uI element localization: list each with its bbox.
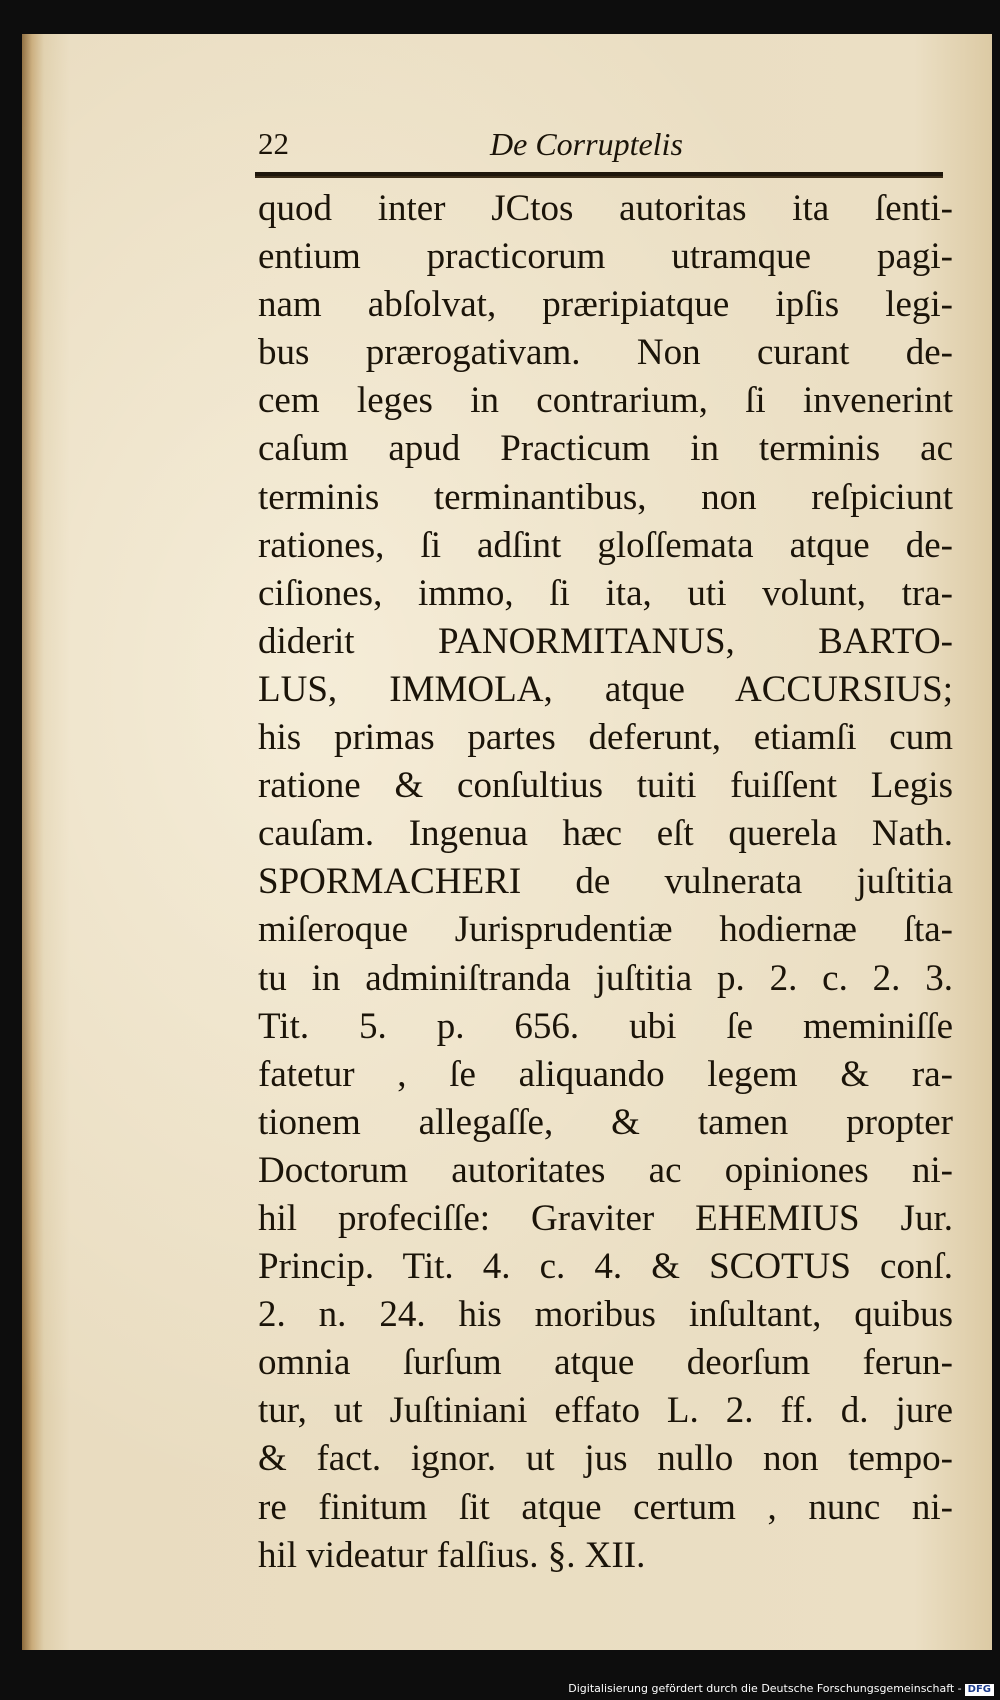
text-line: Tit. 5. p. 656. ubi ſe meminiſſe <box>258 1005 953 1047</box>
text-line: hil videatur falſius. §. XII. <box>258 1534 646 1576</box>
page-number: 22 <box>258 126 289 161</box>
text-line: caſum apud Practicum in terminis ac <box>258 428 953 470</box>
text-line: hil profeciſſe: Graviter EHEMIUS Jur. <box>258 1197 953 1239</box>
text-line: ciſiones, immo, ſi ita, uti volunt, tra- <box>258 572 953 614</box>
running-title: De Corruptelis <box>490 126 683 162</box>
text-line: nam abſolvat, præripiatque ipſis legi- <box>258 284 953 326</box>
text-line: omnia ſurſum atque deorſum ferun- <box>258 1342 953 1384</box>
digitization-credit <box>568 1682 994 1696</box>
text-line: Princip. Tit. 4. c. 4. & SCOTUS conſ. <box>258 1246 953 1288</box>
credit-text: Digitalisierung gefördert durch die Deutsche Forschungsgemeinschaft - <box>568 1682 962 1695</box>
text-line: ratione & conſultius tuiti fuiſſent Legis <box>258 765 953 807</box>
text-line: 2. n. 24. his moribus inſultant, quibus <box>258 1294 953 1336</box>
text-line: tur, ut Juſtiniani effato L. 2. ff. d. jure <box>258 1390 953 1432</box>
body-text <box>258 185 953 1580</box>
text-line: & fact. ignor. ut jus nullo non tempo- <box>258 1438 953 1480</box>
text-line: Doctorum autoritates ac opiniones ni- <box>258 1149 953 1191</box>
text-line: diderit PANORMITANUS, BARTO- <box>258 620 953 662</box>
header-rule <box>255 172 943 178</box>
text-line: quod inter JCtos autoritas ita ſenti- <box>258 188 953 229</box>
text-line: cauſam. Ingenua hæc eſt querela Nath. <box>258 813 953 855</box>
page-header <box>258 126 938 166</box>
text-line: tionem allegaſſe, & tamen propter <box>258 1101 953 1143</box>
text-line: cem leges in contrarium, ſi invenerint <box>258 380 953 422</box>
text-line: terminis terminantibus, non reſpiciunt <box>258 476 953 518</box>
text-line: entium practicorum utramque pagi- <box>258 236 953 278</box>
text-line: bus prærogativam. Non curant de- <box>258 332 953 374</box>
text-line: SPORMACHERI de vulnerata juſtitia <box>258 861 953 903</box>
text-line: miſeroque Jurisprudentiæ hodiernæ ſta- <box>258 909 953 951</box>
text-line: re finitum ſit atque certum , nunc ni- <box>258 1486 953 1528</box>
dfg-logo: DFG <box>965 1684 994 1696</box>
text-line: tu in adminiſtranda juſtitia p. 2. c. 2. 3. <box>258 957 953 999</box>
text-line: rationes, ſi adſint gloſſemata atque de- <box>258 524 953 566</box>
text-line: fatetur , ſe aliquando legem & ra- <box>258 1053 953 1095</box>
text-line: his primas partes deferunt, etiamſi cum <box>258 717 953 759</box>
text-line: LUS, IMMOLA, atque ACCURSIUS; <box>258 668 953 710</box>
